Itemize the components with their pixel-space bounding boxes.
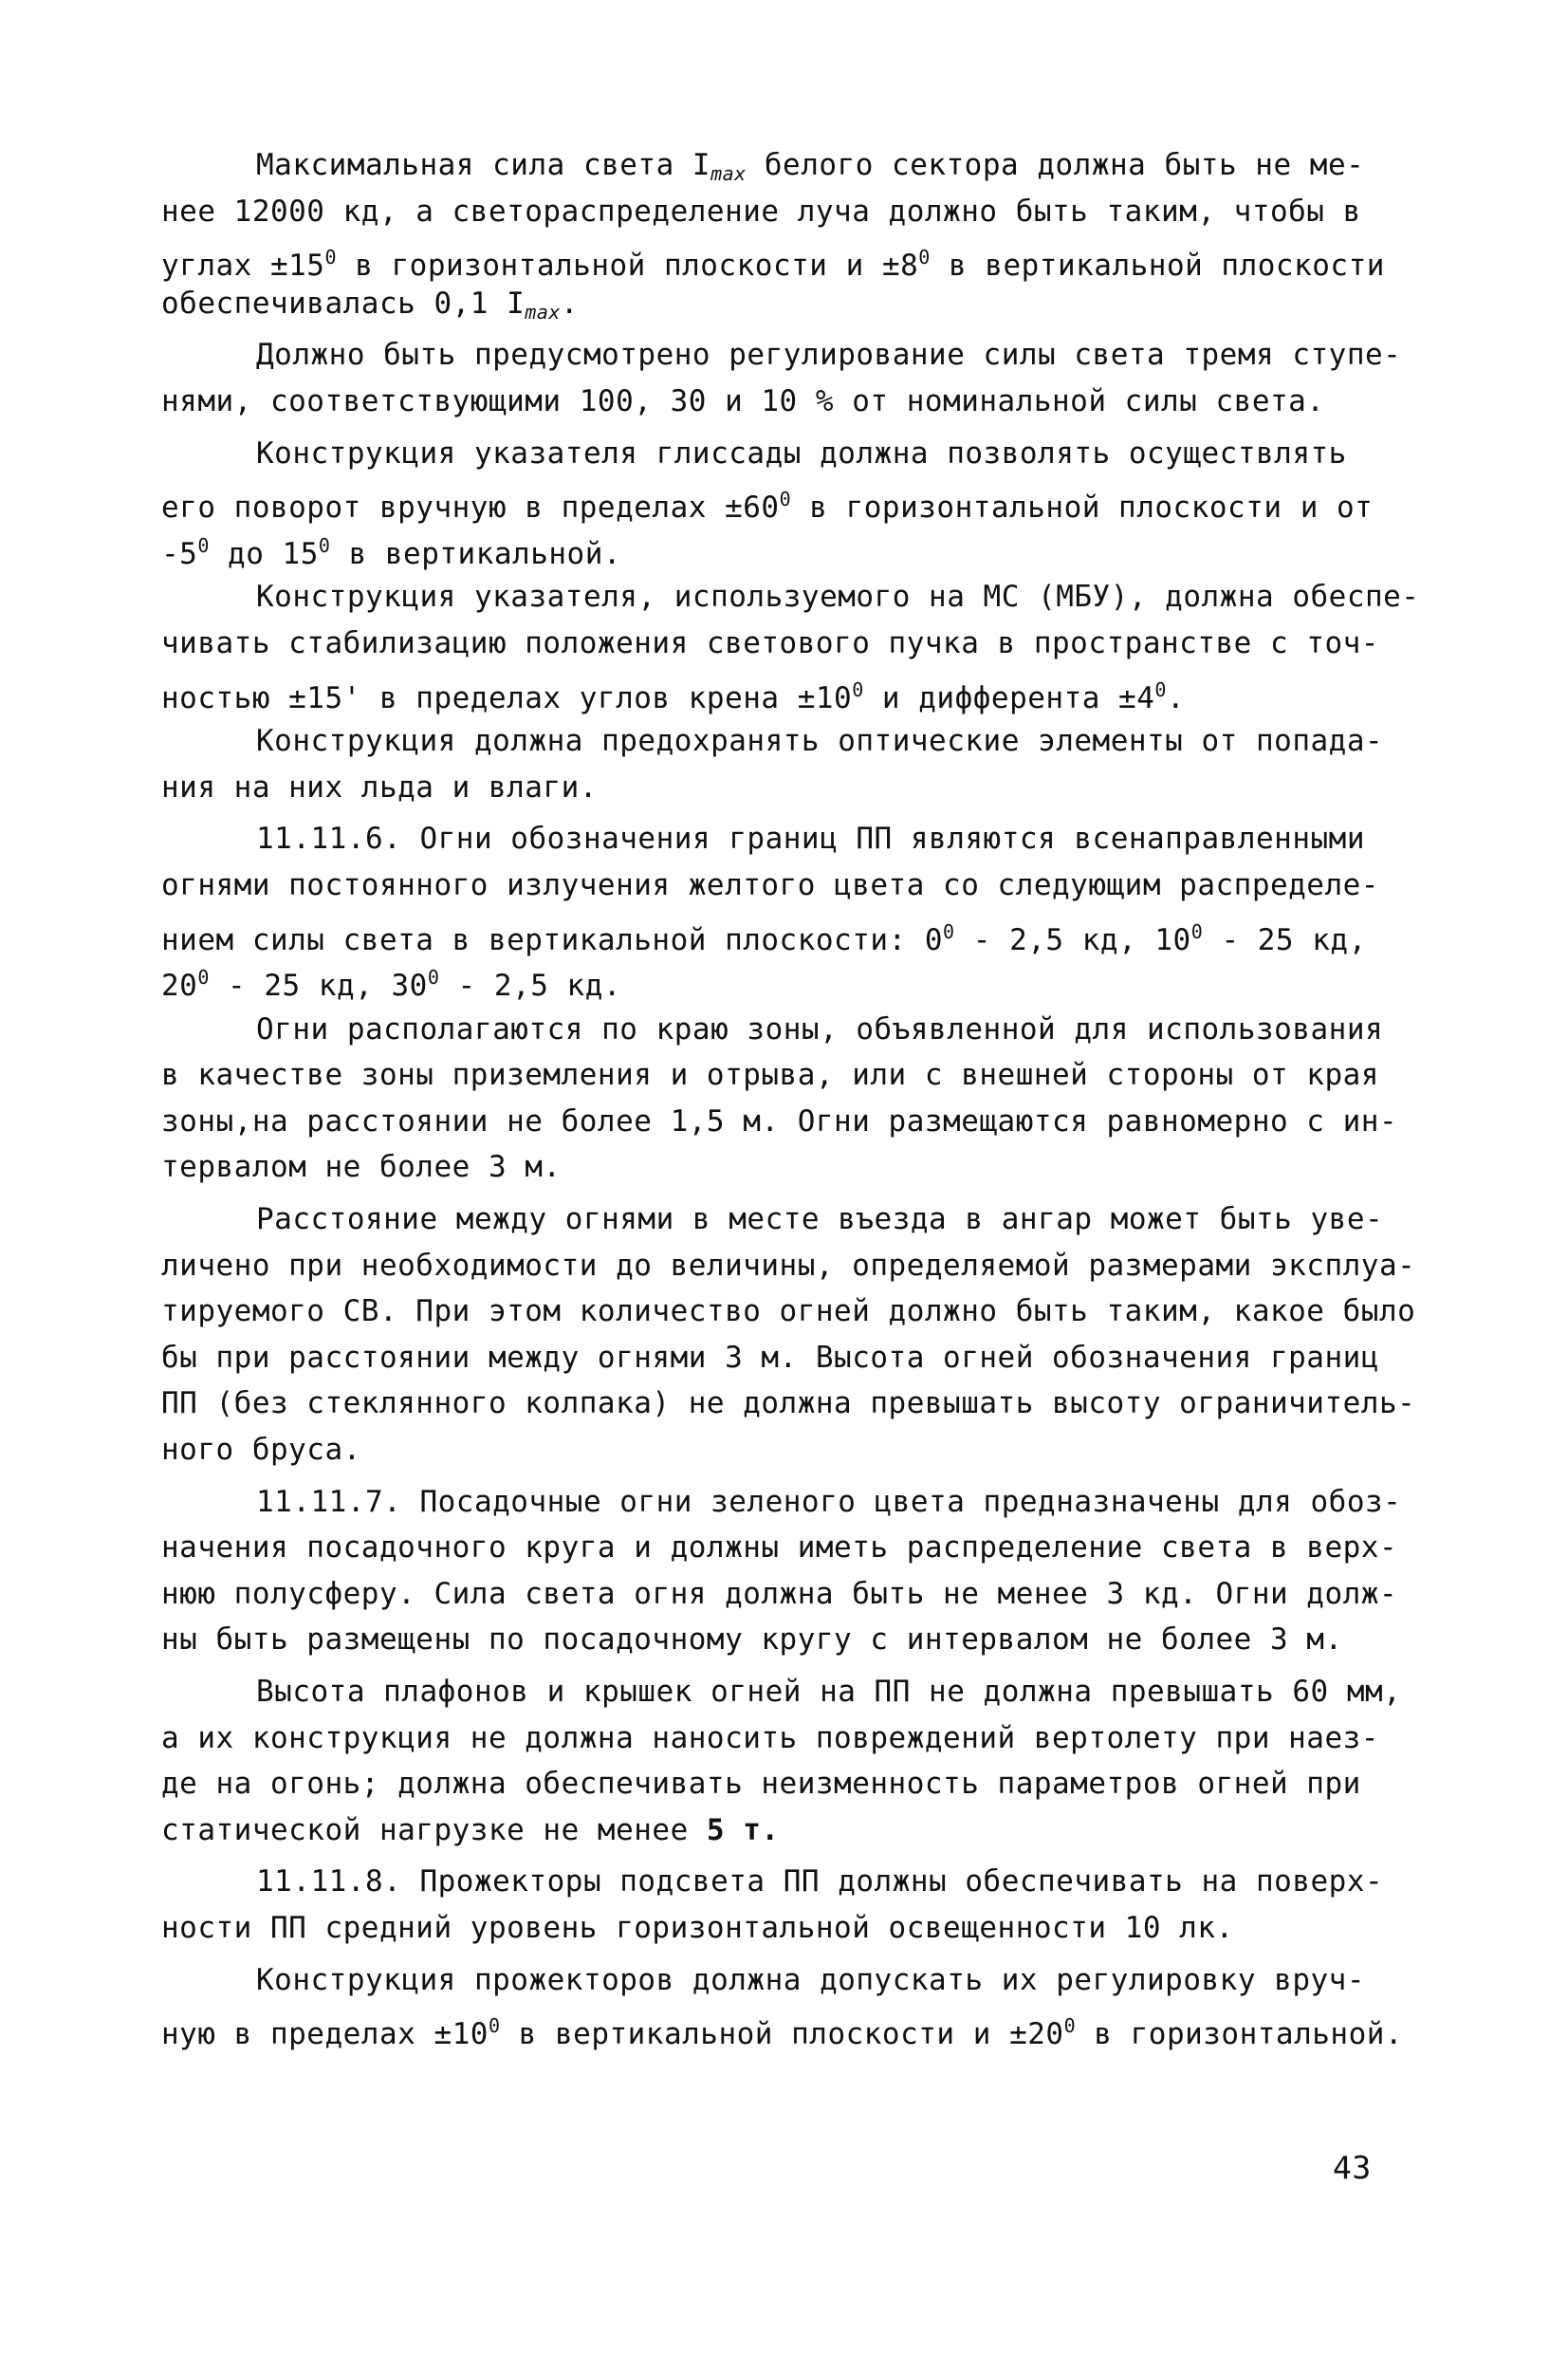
- text-segment: и дифферента ±4: [863, 680, 1155, 715]
- superscript-text: 0: [318, 533, 331, 557]
- text-line: [161, 1957, 1423, 2004]
- text-segment: обеспечивалась 0,1 I: [161, 286, 526, 321]
- superscript-text: 0: [1154, 677, 1167, 701]
- text-line: [161, 954, 1423, 1004]
- text-segment: зоны,на расстоянии не более 1,5 м. Огни размещаются равномерно с ин-: [161, 1103, 1398, 1139]
- text-line: [161, 281, 1423, 327]
- text-segment: - 2,5 кд.: [439, 969, 622, 1004]
- text-segment: Конструкция прожекторов должна допускать их регулировку вруч-: [256, 1962, 1365, 1997]
- text-line: [161, 1243, 1423, 1289]
- superscript-text: 0: [852, 677, 864, 701]
- superscript-text: 0: [427, 966, 440, 990]
- paragraph: [161, 431, 1423, 569]
- text-line: [161, 1761, 1423, 1807]
- text-line: [161, 862, 1423, 909]
- text-segment: ния на них льда и влаги.: [161, 769, 598, 805]
- text-line: [161, 621, 1423, 667]
- text-segment: ную в пределах ±10: [161, 2017, 489, 2052]
- text-line: [161, 1380, 1423, 1427]
- text-segment: ны быть размещены по посадочному кругу с интервалом не более 3 м.: [161, 1622, 1343, 1658]
- paragraph: [161, 142, 1423, 326]
- text-segment: ностью ±15' в пределах углов крена ±10: [161, 680, 853, 715]
- text-line: [161, 332, 1423, 379]
- paragraph: [161, 574, 1423, 713]
- text-segment: тервалом не более 3 м.: [161, 1150, 562, 1185]
- text-line: [161, 1669, 1423, 1715]
- text-line: [161, 1859, 1423, 1905]
- text-line: [161, 574, 1423, 621]
- text-segment: .: [560, 286, 580, 321]
- text-segment: ности ПП средний уровень горизонтальной освещенности 10 лк.: [161, 1910, 1234, 1945]
- text-segment: Высота плафонов и крышек огней на ПП не должна превышать 60 мм,: [256, 1675, 1402, 1709]
- document-body: [161, 142, 1423, 2055]
- text-segment: - 2,5 кд, 10: [954, 922, 1191, 957]
- text-segment: нями, соответствующими 100, 30 и 10 % от номинальной силы света.: [161, 383, 1325, 418]
- text-segment: де на огонь; должна обеспечивать неизменность параметров огней при: [161, 1767, 1361, 1802]
- text-segment: - 25 кд, 30: [209, 969, 428, 1004]
- text-segment: статической нагрузке не менее: [161, 1812, 707, 1847]
- text-segment: белого сектора должна быть не ме-: [746, 148, 1365, 182]
- text-line: [161, 431, 1423, 477]
- text-segment: нее 12000 кд, а светораспределение луча должно быть таким, чтобы в: [161, 194, 1361, 229]
- text-segment: личено при необходимости до величины, определяемой размерами эксплуа-: [161, 1248, 1416, 1283]
- text-segment: - 25 кд,: [1203, 922, 1367, 957]
- text-segment: Максимальная сила света I: [256, 148, 711, 182]
- superscript-text: 0: [197, 966, 210, 990]
- text-segment: начения посадочного круга и должны иметь распределение света в верх-: [161, 1530, 1398, 1566]
- text-line: [161, 1571, 1423, 1618]
- text-line: [161, 2003, 1423, 2052]
- text-segment: нием силы света в вертикальной плоскости: 0: [161, 922, 944, 957]
- text-line: [161, 1007, 1423, 1053]
- text-line: [161, 909, 1423, 955]
- text-segment: ного бруса.: [161, 1433, 361, 1468]
- text-segment: углах ±15: [161, 249, 325, 284]
- subscript-text: max: [710, 162, 747, 185]
- text-line: [161, 1479, 1423, 1526]
- text-line: [161, 476, 1423, 526]
- text-line: [161, 379, 1423, 425]
- text-segment: Должно быть предусмотрено регулирование силы света тремя ступе-: [256, 338, 1402, 373]
- paragraph: [161, 718, 1423, 810]
- superscript-text: 0: [197, 533, 210, 557]
- document-page: [161, 142, 1423, 2306]
- paragraph: [161, 816, 1423, 1004]
- text-segment: 5 т.: [706, 1812, 780, 1847]
- text-segment: в горизонтальной плоскости и ±8: [337, 249, 919, 284]
- paragraph: [161, 1196, 1423, 1473]
- text-line: [161, 189, 1423, 235]
- text-segment: Конструкция указателя глиссады должна позволять осуществлять: [256, 435, 1347, 471]
- superscript-text: 0: [779, 488, 792, 511]
- text-segment: бы при расстоянии между огнями 3 м. Высота огней обозначения границ: [161, 1340, 1379, 1375]
- superscript-text: 0: [943, 919, 955, 943]
- text-segment: ПП (без стеклянного колпака) не должна превышать высоту ограничитель-: [161, 1386, 1416, 1421]
- subscript-text: max: [525, 300, 561, 324]
- text-line: [161, 1427, 1423, 1473]
- superscript-text: 0: [324, 246, 338, 269]
- text-segment: Огни располагаются по краю зоны, объявленной для использования: [256, 1011, 1384, 1047]
- superscript-text: 0: [488, 2014, 501, 2038]
- text-segment: в вертикальной плоскости: [930, 249, 1385, 284]
- text-segment: 11.11.8. Прожекторы подсвета ПП должны обеспечивать на поверх-: [256, 1864, 1384, 1899]
- text-segment: огнями постоянного излучения желтого цвета со следующим распределе-: [161, 867, 1379, 902]
- superscript-text: 0: [918, 246, 931, 269]
- text-segment: нюю полусферу. Сила света огня должна быть не менее 3 кд. Огни долж-: [161, 1576, 1398, 1611]
- paragraph: [161, 1479, 1423, 1663]
- text-segment: -5: [161, 536, 198, 571]
- text-line: [161, 816, 1423, 862]
- text-segment: чивать стабилизацию положения светового пучка в пространстве с точ-: [161, 625, 1379, 660]
- text-line: [161, 1715, 1423, 1762]
- text-line: [161, 142, 1423, 189]
- text-line: [161, 667, 1423, 713]
- paragraph: [161, 1957, 1423, 2052]
- paragraph: [161, 1859, 1423, 1951]
- text-line: [161, 523, 1423, 569]
- text-line: [161, 718, 1423, 765]
- text-segment: в горизонтальной.: [1076, 2017, 1404, 2052]
- paragraph: [161, 332, 1423, 424]
- text-line: [161, 1099, 1423, 1145]
- text-line: [161, 1335, 1423, 1381]
- text-segment: в горизонтальной плоскости и от: [791, 491, 1374, 526]
- text-segment: в вертикальной.: [330, 536, 622, 571]
- text-segment: в вертикальной плоскости и ±20: [500, 2017, 1064, 2052]
- text-line: [161, 1807, 1423, 1854]
- text-segment: тируемого СВ. При этом количество огней должно быть таким, какое было: [161, 1294, 1416, 1329]
- text-segment: 20: [161, 969, 198, 1004]
- text-line: [161, 1196, 1423, 1243]
- text-segment: Конструкция должна предохранять оптические элементы от попада-: [256, 724, 1384, 759]
- text-segment: Расстояние между огнями в месте въезда в ангар может быть уве-: [256, 1202, 1384, 1237]
- superscript-text: 0: [1190, 919, 1204, 943]
- text-segment: в качестве зоны приземления и отрыва, или с внешней стороны от края: [161, 1058, 1379, 1093]
- text-line: [161, 1525, 1423, 1571]
- text-line: [161, 1052, 1423, 1099]
- superscript-text: 0: [1063, 2014, 1077, 2038]
- text-segment: а их конструкция не должна наносить повреждений вертолету при наез-: [161, 1720, 1379, 1755]
- text-segment: его поворот вручную в пределах ±60: [161, 491, 780, 526]
- text-line: [161, 1905, 1423, 1952]
- text-segment: до 15: [209, 536, 319, 571]
- text-line: [161, 1288, 1423, 1335]
- text-line: [161, 1144, 1423, 1191]
- text-line: [161, 234, 1423, 284]
- paragraph: [161, 1007, 1423, 1191]
- text-line: [161, 1617, 1423, 1663]
- paragraph: [161, 1669, 1423, 1853]
- text-line: [161, 765, 1423, 811]
- text-segment: 11.11.7. Посадочные огни зеленого цвета предназначены для обоз-: [256, 1484, 1402, 1519]
- text-segment: .: [1166, 680, 1186, 715]
- text-segment: 11.11.6. Огни обозначения границ ПП являются всенаправленными: [256, 822, 1365, 857]
- text-segment: Конструкция указателя, используемого на МС (МБУ), должна обеспе-: [256, 580, 1420, 615]
- page-number: 43: [1333, 2149, 1372, 2186]
